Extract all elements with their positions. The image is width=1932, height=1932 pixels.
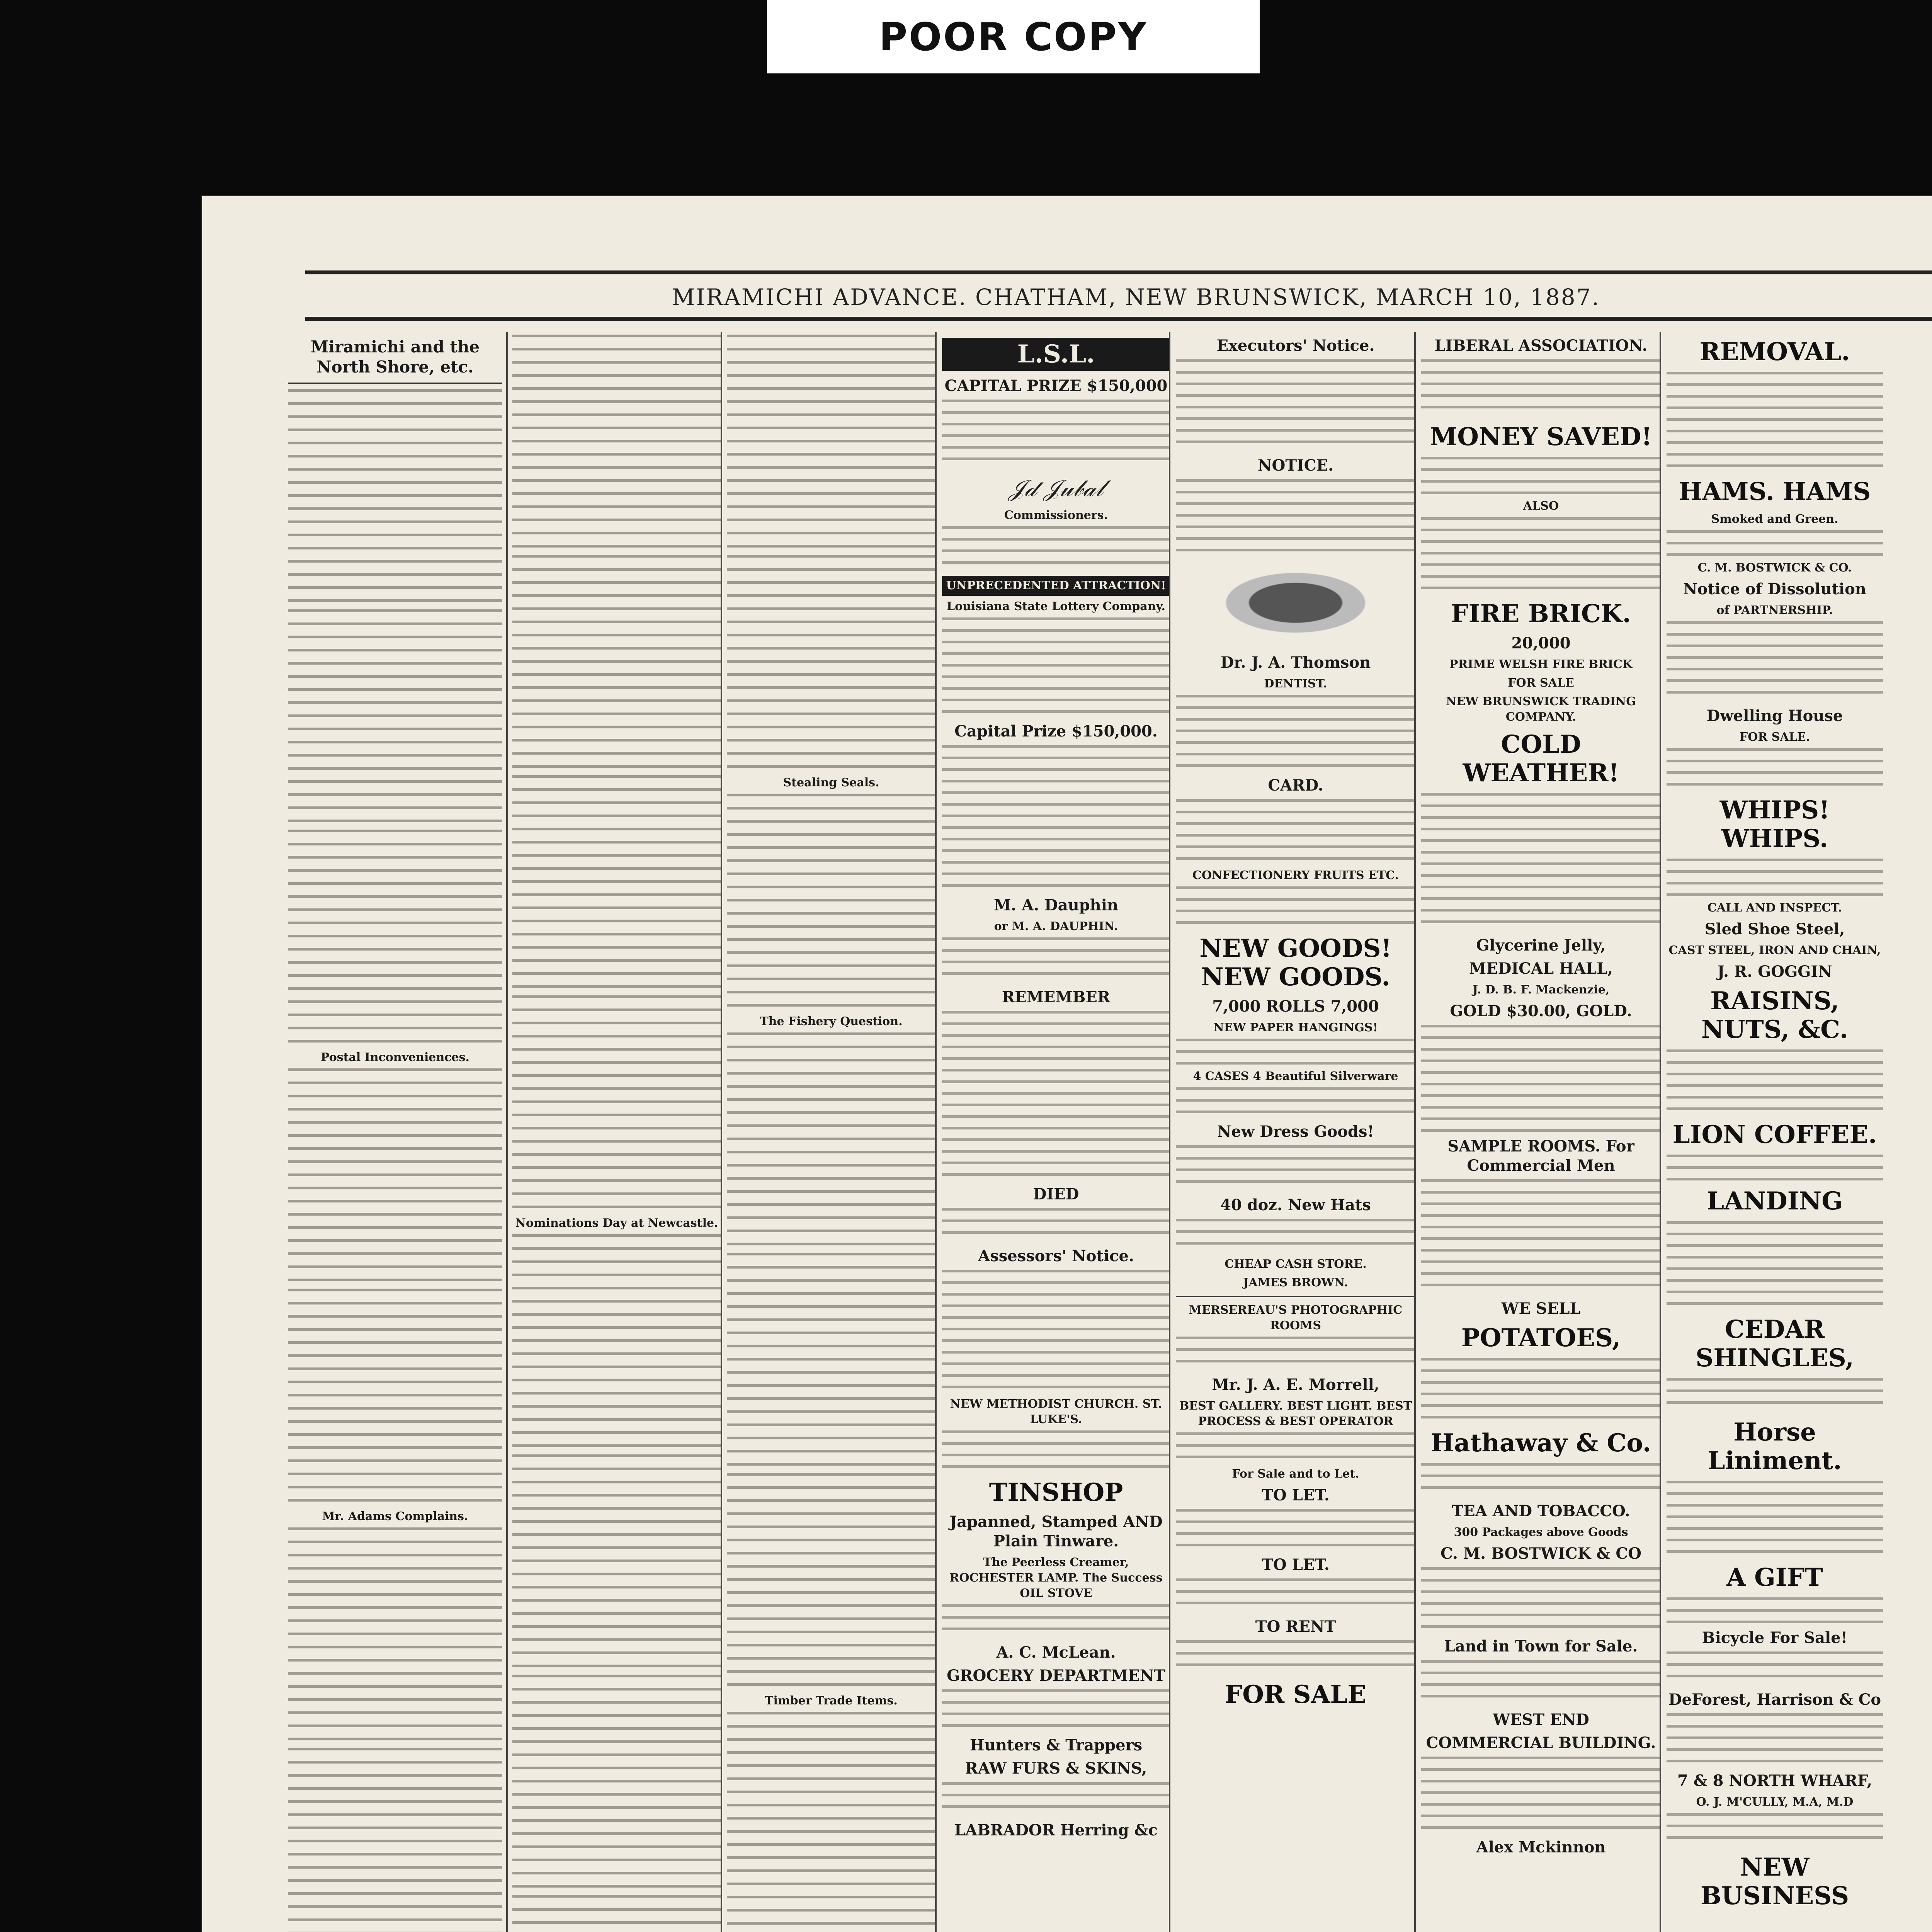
news-text — [512, 775, 721, 992]
article-heading: Stealing Seals. — [783, 776, 879, 789]
news-text — [288, 1068, 502, 1285]
ad-heading: WHIPS! WHIPS. — [1719, 796, 1830, 853]
ad-text — [942, 617, 1170, 718]
ad-text — [1667, 1597, 1883, 1624]
ad-heading: Bicycle For Sale! — [1702, 1629, 1848, 1647]
ad-heading: NEW BUSINESS — [1700, 1853, 1849, 1910]
ad-heading: COMMERCIAL BUILDING. — [1426, 1734, 1656, 1752]
ad-text — [1667, 1155, 1883, 1182]
ad-text — [942, 1011, 1170, 1181]
ad-heading: GOLD $30.00, GOLD. — [1450, 1002, 1632, 1020]
ad-text — [1421, 1179, 1661, 1295]
ad-heading: Capital Prize $150,000. — [954, 722, 1158, 740]
ad-heading: Notice of Dissolution — [1683, 580, 1866, 598]
ad-heading: LION COFFEE. — [1672, 1120, 1877, 1149]
ad-text — [1421, 793, 1661, 932]
ad-heading: DeForest, Harrison & Co — [1668, 1690, 1881, 1709]
ad-text — [942, 1604, 1170, 1639]
ad-text — [1176, 799, 1415, 865]
ad-text — [1176, 886, 1415, 929]
news-text — [288, 609, 502, 826]
ad-heading: TEA AND TOBACCO. — [1452, 1502, 1630, 1520]
ad-text — [1421, 457, 1661, 495]
ad-heading: WEST END — [1493, 1711, 1589, 1729]
ad-heading: WE SELL — [1501, 1299, 1581, 1318]
ad-text — [942, 1270, 1170, 1393]
ad-text — [942, 1689, 1170, 1732]
ad-subheading: 4 CASES 4 Beautiful Silverware — [1193, 1070, 1398, 1083]
ad-heading: TO LET. — [1262, 1556, 1330, 1574]
ad-text — [1421, 1025, 1661, 1133]
divider — [1176, 1296, 1415, 1297]
ad-heading: LABRADOR Herring &c — [954, 1821, 1158, 1839]
ad-heading: FIRE BRICK. — [1451, 599, 1631, 628]
article-heading: The Fishery Question. — [760, 1015, 903, 1028]
ad-subheading: DENTIST. — [1264, 677, 1327, 690]
ad-text — [1176, 1039, 1415, 1066]
news-text — [727, 794, 935, 1010]
ad-subheading: CHEAP CASH STORE. — [1225, 1257, 1367, 1271]
ad-text — [1421, 517, 1661, 594]
ad-text — [942, 1782, 1170, 1817]
ad-heading: MONEY SAVED! — [1430, 422, 1652, 451]
article-heading: Timber Trade Items. — [765, 1694, 898, 1708]
ad-text — [1176, 1432, 1415, 1463]
ad-heading: Assessors' Notice. — [978, 1247, 1134, 1265]
ad-text — [1667, 621, 1883, 702]
ad-text — [1176, 1337, 1415, 1371]
ad-heading: C. M. BOSTWICK & CO — [1440, 1544, 1642, 1563]
ad-subheading: Louisiana State Lottery Company. — [947, 600, 1165, 613]
column-2 — [506, 332, 721, 1932]
news-text — [512, 1454, 721, 1671]
ad-text — [1667, 1813, 1883, 1848]
ad-heading: A. C. McLean. — [996, 1643, 1116, 1662]
ad-heading: RAW FURS & SKINS, — [965, 1759, 1147, 1777]
ad-heading: REMEMBER — [1002, 988, 1111, 1006]
ad-heading: CONFECTIONERY FRUITS ETC. — [1192, 869, 1399, 882]
ad-heading: Glycerine Jelly, — [1476, 936, 1606, 954]
ad-text — [1667, 1713, 1883, 1767]
ad-heading: COLD WEATHER! — [1463, 730, 1619, 787]
ad-subheading: O. J. M'CULLY, M.A, M.D — [1696, 1795, 1854, 1809]
ad-subheading: The Peerless Creamer, ROCHESTER LAMP. The Success OIL STOVE — [949, 1556, 1163, 1600]
news-text — [288, 1527, 502, 1744]
ad-text — [1421, 359, 1661, 417]
ad-text — [1667, 1378, 1883, 1413]
ad-heading: FOR SALE — [1225, 1680, 1367, 1709]
ad-text — [1421, 1463, 1661, 1498]
news-text — [288, 1748, 502, 1932]
ad-subheading: 300 Packages above Goods — [1454, 1526, 1628, 1539]
ad-heading: Sled Shoe Steel, — [1704, 920, 1845, 938]
ad-text — [1176, 1219, 1415, 1253]
masthead: MIRAMICHI ADVANCE. CHATHAM, NEW BRUNSWICK, MARCH 10, 1887. — [672, 284, 1600, 310]
ad-text — [1421, 1660, 1661, 1706]
ad-text — [1667, 1221, 1883, 1310]
prize-list — [942, 745, 1170, 892]
article-heading: Nominations Day at Newcastle. — [515, 1216, 718, 1230]
masthead-rule-top — [305, 270, 1932, 274]
ad-heading: NEW GOODS! NEW GOODS. — [1199, 934, 1392, 992]
ad-heading: MERSEREAU'S PHOTOGRAPHIC ROOMS — [1189, 1303, 1403, 1332]
news-text — [512, 995, 721, 1212]
ad-subheading: NEW PAPER HANGINGS! — [1213, 1021, 1378, 1034]
news-text — [512, 1675, 721, 1891]
ad-heading: MEDICAL HALL, — [1469, 959, 1613, 978]
ad-text — [1667, 1049, 1883, 1115]
news-text — [727, 1712, 935, 1928]
ad-text — [942, 1208, 1170, 1243]
ad-heading: TINSHOP — [989, 1478, 1123, 1507]
ad-heading: NOTICE. — [1257, 456, 1334, 474]
ad-heading: 40 doz. New Hats — [1220, 1196, 1371, 1214]
news-text — [727, 1473, 935, 1689]
ad-subheading: or M. A. DAUPHIN. — [994, 920, 1118, 933]
ad-heading: Dwelling House — [1706, 707, 1843, 725]
ad-text — [942, 1430, 1170, 1473]
ad-heading: TO LET. — [1262, 1486, 1330, 1504]
ad-text — [942, 937, 1170, 984]
ad-heading: HAMS. HAMS — [1679, 477, 1871, 506]
news-text — [288, 389, 502, 605]
ad-text — [1176, 1640, 1415, 1675]
section-title: Miramichi and the North Shore, etc. — [310, 337, 480, 376]
ad-subheading: JAMES BROWN. — [1243, 1276, 1348, 1289]
ad-subheading: ALSO — [1523, 499, 1559, 513]
ad-subheading: J. D. B. F. Mackenzie, — [1472, 983, 1610, 997]
ad-text — [1176, 1578, 1415, 1613]
ad-text — [1667, 1651, 1883, 1686]
ad-heading: 7 & 8 NORTH WHARF, — [1677, 1772, 1872, 1790]
ad-subheading: PRIME WELSH FIRE BRICK — [1449, 658, 1633, 671]
ad-heading: 20,000 — [1511, 634, 1571, 652]
signature-image: 𝒥𝒹 𝒥𝓊𝒷𝒶𝓁 — [1009, 475, 1104, 502]
ad-text — [1421, 1358, 1661, 1423]
news-text — [288, 1289, 502, 1505]
column-7 — [1660, 332, 1883, 1932]
ad-subheading: UNPRECEDENTED ATTRACTION! — [942, 576, 1170, 596]
ad-text — [1176, 479, 1415, 553]
ad-subheading: Commissioners. — [1004, 509, 1108, 522]
ad-heading: Dr. J. A. Thomson — [1220, 653, 1371, 672]
news-text — [512, 1234, 721, 1451]
poor-copy-stamp: POOR COPY — [767, 0, 1260, 73]
ad-text — [1176, 359, 1415, 452]
ad-text — [1421, 1567, 1661, 1633]
ad-text — [1667, 530, 1883, 557]
ad-heading: New Dress Goods! — [1217, 1122, 1374, 1141]
article-heading: Mr. Adams Complains. — [322, 1510, 468, 1523]
ad-heading: Mr. J. A. E. Morrell, — [1212, 1376, 1379, 1394]
ad-subheading: FOR SALE — [1508, 676, 1574, 690]
ad-text — [942, 526, 1170, 573]
column-6 — [1414, 332, 1661, 1932]
ad-heading: LANDING — [1707, 1187, 1843, 1216]
column-1 — [288, 332, 502, 1932]
dentures-image — [1187, 556, 1404, 649]
news-text — [727, 1032, 935, 1249]
divider — [288, 383, 502, 384]
ad-subheading: Smoked and Green. — [1711, 512, 1838, 526]
article-heading: Postal Inconveniences. — [320, 1051, 470, 1064]
ad-heading: GROCERY DEPARTMENT — [947, 1667, 1165, 1685]
ad-heading: J. R. GOGGIN — [1717, 963, 1832, 981]
ad-heading: DIED — [1033, 1185, 1079, 1203]
lsl-logo: L.S.L. — [942, 338, 1170, 371]
ad-heading: Executors' Notice. — [1216, 337, 1375, 355]
ad-subheading: FOR SALE. — [1739, 730, 1810, 744]
ad-heading: CARD. — [1268, 776, 1323, 794]
ad-heading: A GIFT — [1726, 1563, 1823, 1592]
ad-subheading: C. M. BOSTWICK & CO. — [1697, 561, 1852, 575]
ad-text — [1176, 695, 1415, 772]
ad-text — [942, 400, 1170, 469]
ad-heading: Land in Town for Sale. — [1444, 1637, 1638, 1655]
news-text — [727, 555, 935, 771]
news-text — [288, 830, 502, 1046]
ad-text — [1667, 372, 1883, 472]
ad-heading: CEDAR SHINGLES, — [1696, 1315, 1854, 1372]
column-5 — [1169, 332, 1415, 1932]
ad-text — [1421, 1757, 1661, 1834]
ad-subheading: BEST GALLERY. BEST LIGHT. BEST PROCESS & BEST OPERATOR — [1179, 1399, 1412, 1428]
ad-text — [1176, 1509, 1415, 1551]
ad-heading: Hathaway & Co. — [1430, 1429, 1651, 1458]
ad-heading: SAMPLE ROOMS. For Commercial Men — [1447, 1137, 1634, 1175]
ad-heading: For Sale and to Let. — [1232, 1467, 1359, 1481]
column-4 — [935, 332, 1170, 1932]
ad-subheading: of PARTNERSHIP. — [1716, 604, 1833, 617]
masthead-rule-bottom — [305, 317, 1932, 321]
column-3 — [721, 332, 935, 1932]
ad-text — [1667, 1481, 1883, 1558]
ad-heading: REMOVAL. — [1699, 337, 1850, 366]
news-text — [727, 335, 935, 551]
ad-heading: RAISINS, NUTS, &C. — [1701, 986, 1849, 1044]
news-text — [727, 1253, 935, 1469]
ad-heading: POTATOES, — [1461, 1323, 1621, 1352]
ad-heading: Alex Mckinnon — [1476, 1838, 1606, 1856]
columns — [288, 332, 1932, 1932]
news-text — [512, 1895, 721, 1932]
ad-heading: CAPITAL PRIZE $150,000 — [944, 377, 1168, 395]
ad-heading: LIBERAL ASSOCIATION. — [1434, 337, 1648, 355]
ad-subheading: CALL AND INSPECT. — [1707, 901, 1842, 915]
ad-heading: 7,000 ROLLS 7,000 — [1212, 997, 1379, 1015]
ad-text — [1176, 1145, 1415, 1192]
ad-text — [1667, 748, 1883, 791]
ad-heading: NEW METHODIST CHURCH. ST. LUKE'S. — [950, 1397, 1162, 1426]
ad-heading: Hunters & Trappers — [969, 1736, 1143, 1754]
ad-heading: Japanned, Stamped AND Plain Tinware. — [949, 1513, 1163, 1550]
ad-heading: M. A. Dauphin — [993, 896, 1119, 914]
ad-heading: Horse Liniment. — [1708, 1418, 1842, 1475]
ad-subheading: NEW BRUNSWICK TRADING COMPANY. — [1446, 695, 1636, 724]
ad-text — [1176, 1087, 1415, 1118]
ad-heading: TO RENT — [1255, 1617, 1336, 1636]
news-text — [512, 555, 721, 771]
ad-text — [1667, 859, 1883, 897]
news-text — [512, 335, 721, 551]
ad-subheading: CAST STEEL, IRON AND CHAIN, — [1668, 944, 1881, 957]
